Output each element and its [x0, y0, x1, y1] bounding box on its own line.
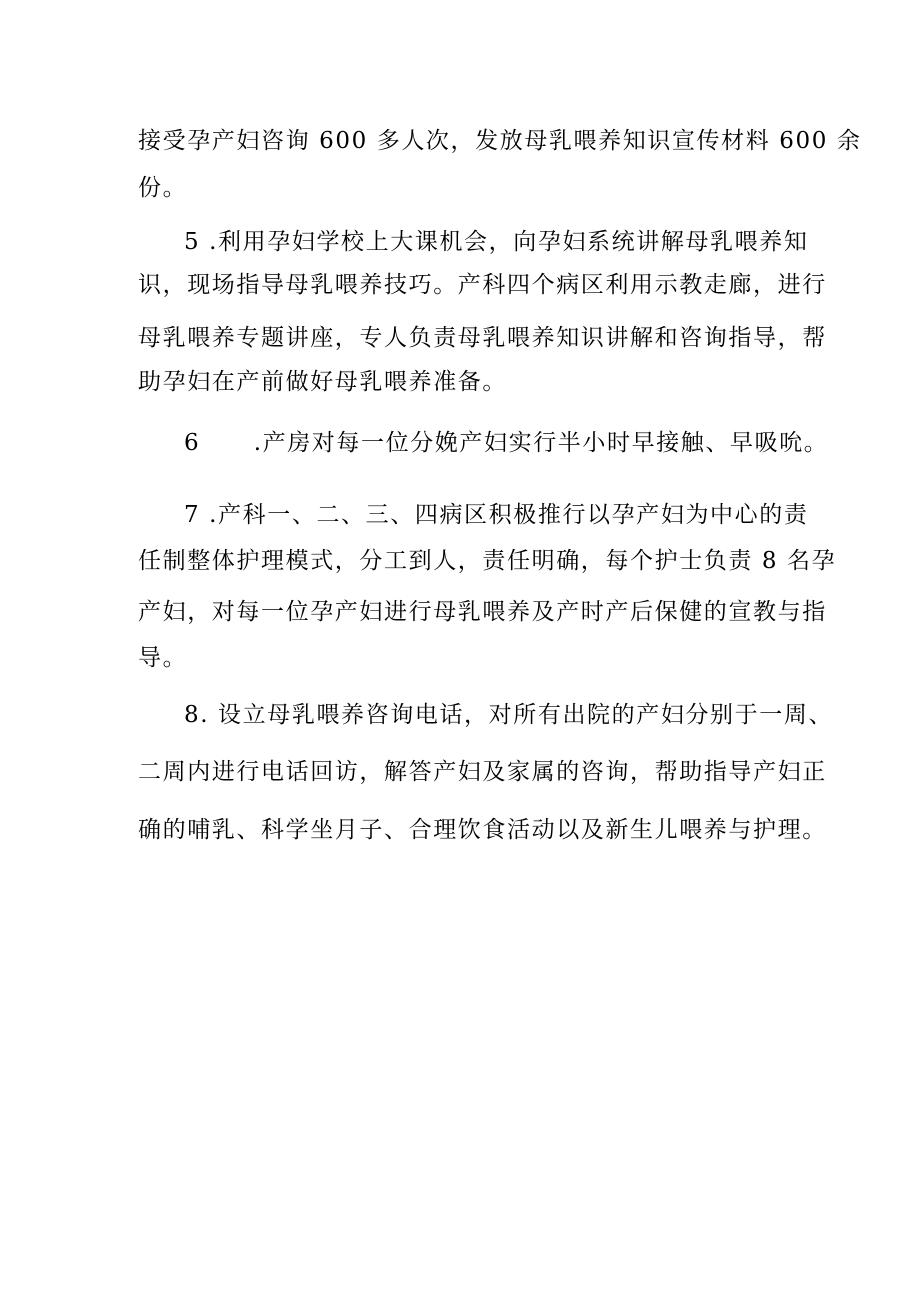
paragraph-6-line: 6 .产房对每一位分娩产妇实行半小时早接触、早吸吮。: [184, 430, 829, 456]
text-line: 确的哺乳、科学坐月子、合理饮食活动以及新生儿喂养与护理。: [138, 817, 827, 843]
text-line: 导。: [138, 645, 188, 671]
paragraph-7-first-line: 7 .产科一、二、三、四病区积极推行以孕产妇为中心的责: [184, 502, 809, 528]
text-line: 助孕妇在产前做好母乳喂养准备。: [138, 369, 507, 395]
text-line: 母乳喂养专题讲座，专人负责母乳喂养知识讲解和咨询指导，帮: [138, 325, 827, 351]
text-line: 识，现场指导母乳喂养技巧。产科四个病区利用示教走廊，进行: [138, 272, 827, 298]
text-line: 接受孕产妇咨询 600 多人次，发放母乳喂养知识宣传材料 600 余: [138, 128, 862, 154]
text-line: 份。: [138, 175, 188, 201]
text-line: 产妇，对每一位孕产妇进行母乳喂养及产时产后保健的宣教与指: [138, 599, 827, 625]
paragraph-5-first-line: 5 .利用孕妇学校上大课机会，向孕妇系统讲解母乳喂养知: [184, 229, 809, 255]
text-line: 二周内进行电话回访，解答产妇及家属的咨询，帮助指导产妇正: [138, 759, 827, 785]
paragraph-8-first-line: 8. 设立母乳喂养咨询电话，对所有出院的产妇分别于一周、: [184, 702, 834, 728]
text-line: 任制整体护理模式，分工到人，责任明确，每个护士负责 8 名孕: [138, 548, 837, 574]
